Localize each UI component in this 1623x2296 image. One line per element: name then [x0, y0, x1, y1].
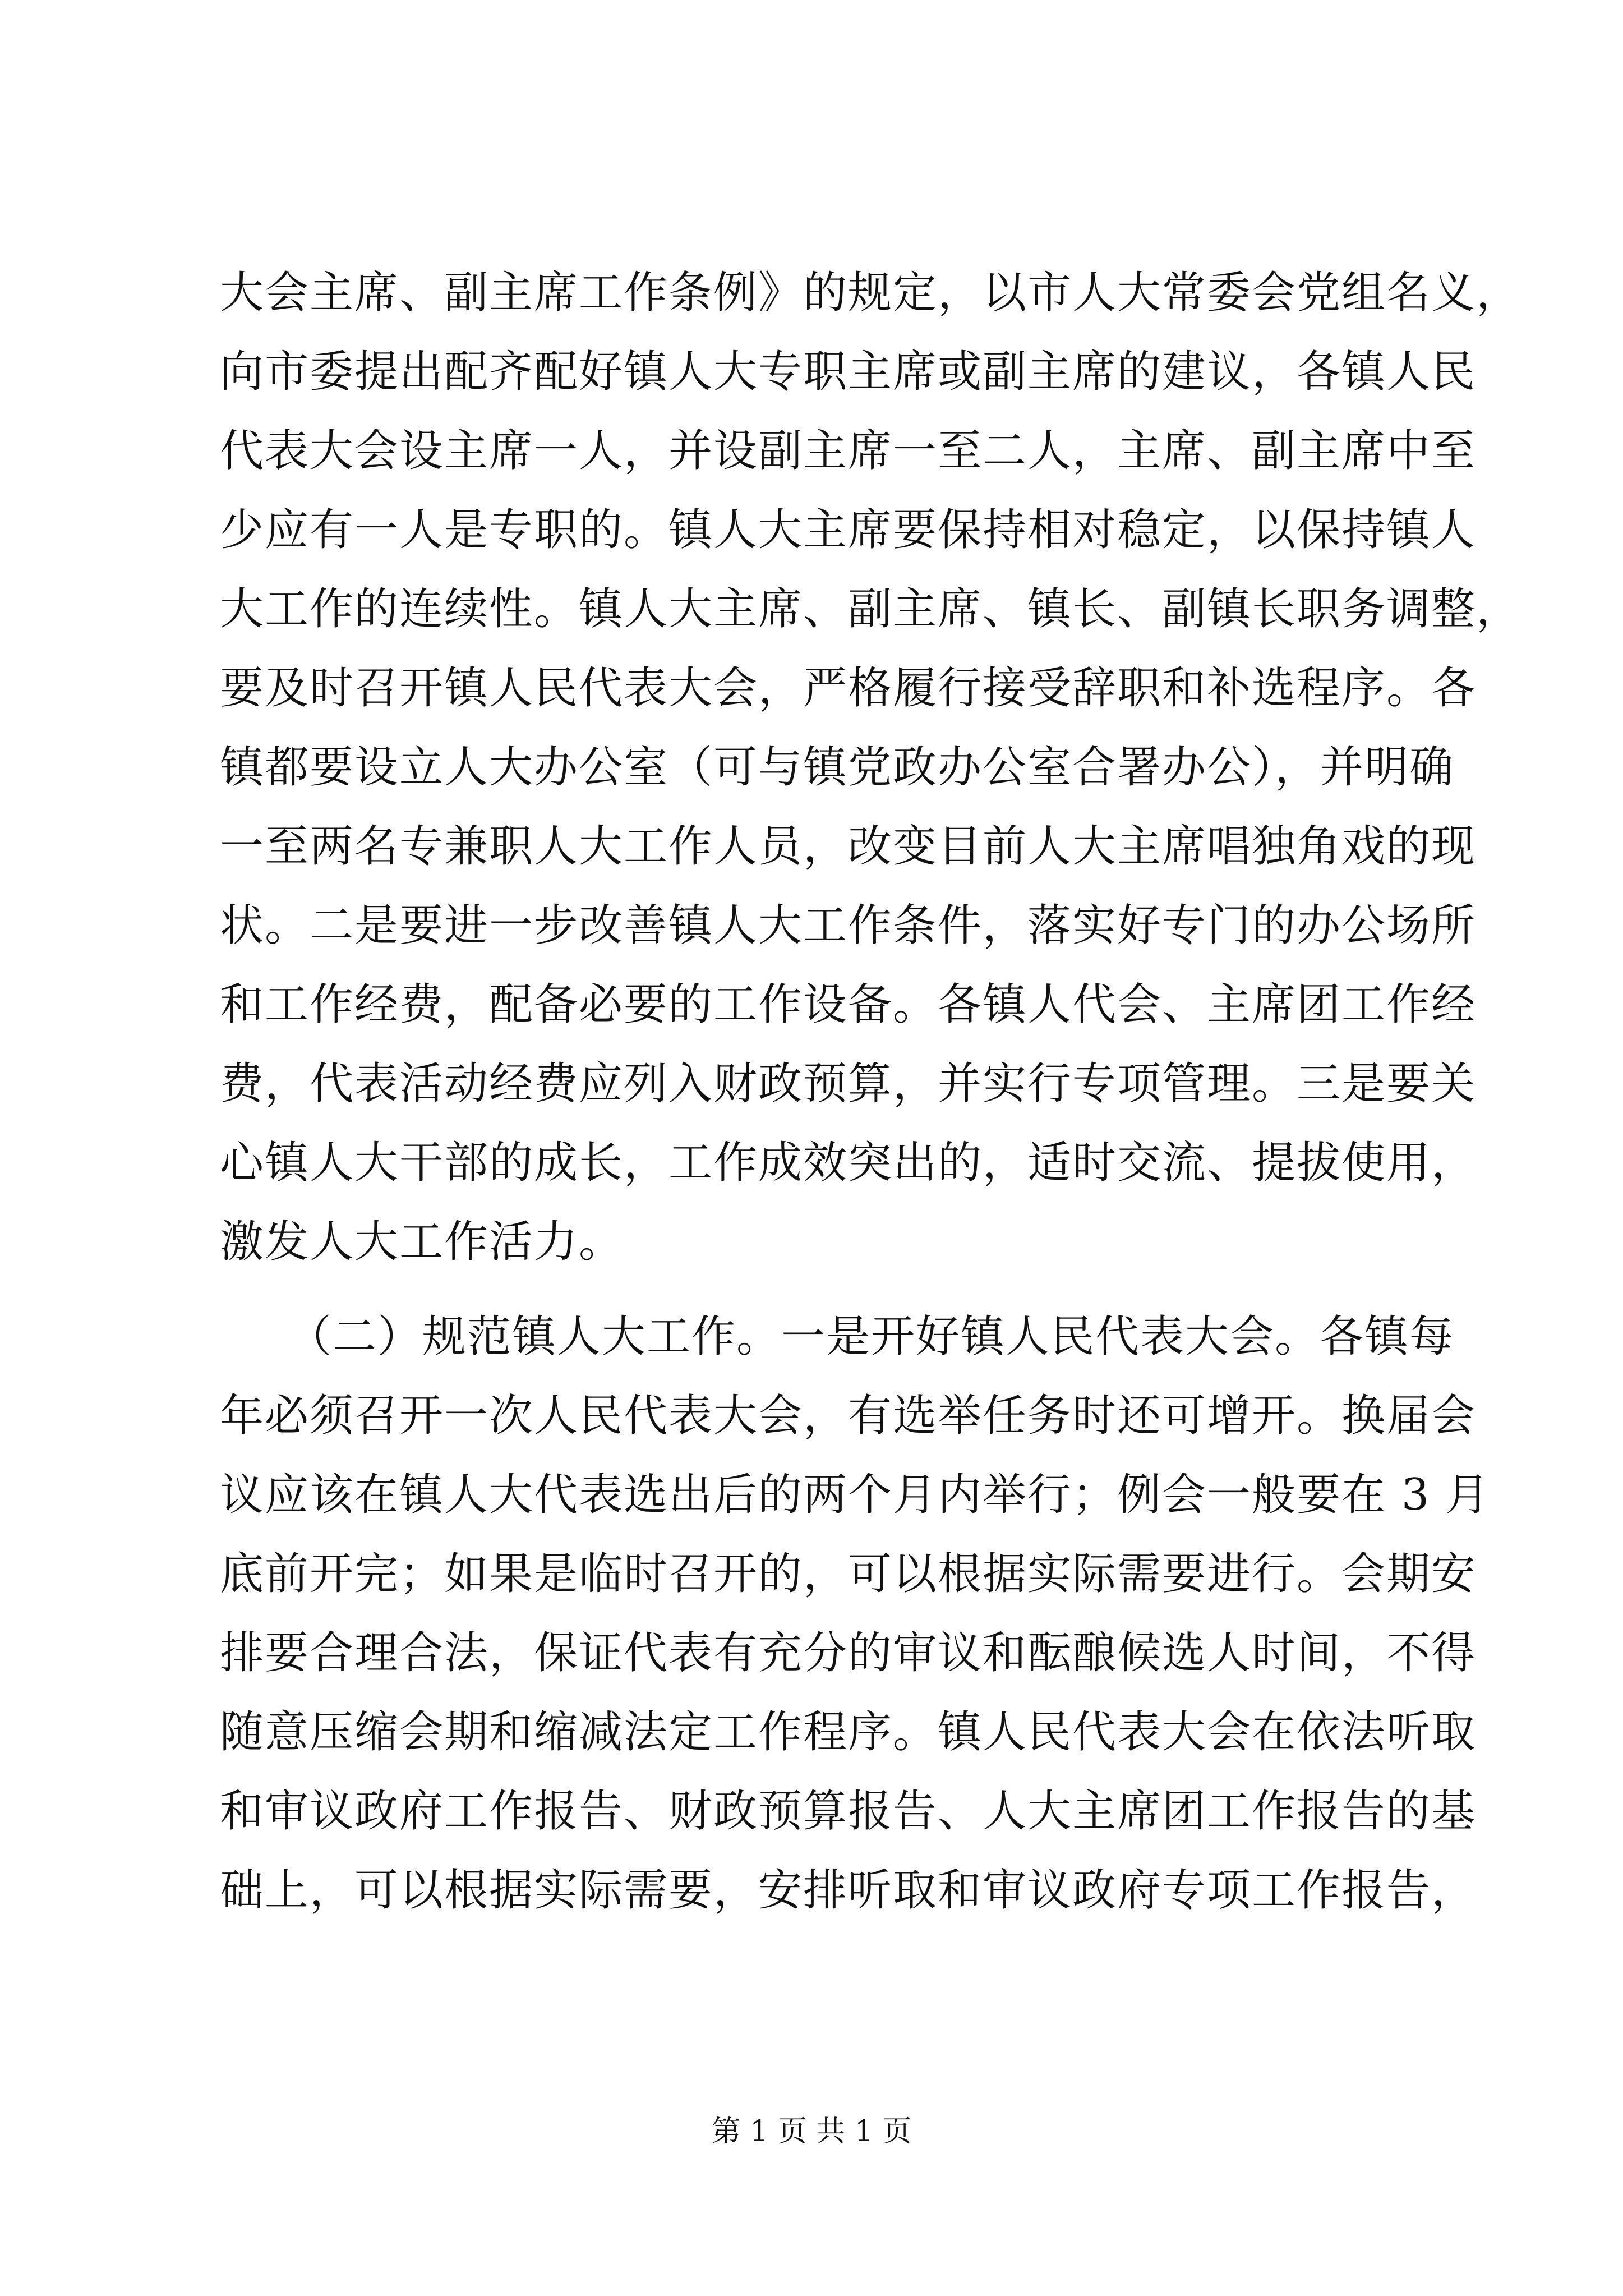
text-line: 议应该在镇人大代表选出后的两个月内举行；例会一般要在 3 月: [220, 1470, 1491, 1520]
text-line: 心镇人大干部的成长，工作成效突出的，适时交流、提拔使用，: [220, 1138, 1477, 1188]
text-line: 费，代表活动经费应列入财政预算，并实行专项管理。三是要关: [220, 1059, 1477, 1109]
text-line: 激发人大工作活力。: [220, 1217, 624, 1267]
paragraph-2: [220, 1297, 1491, 1930]
text-line: 和工作经费，配备必要的工作设备。各镇人代会、主席团工作经: [220, 979, 1477, 1030]
text-line: 随意压缩会期和缩减法定工作程序。镇人民代表大会在依法听取: [220, 1707, 1477, 1757]
text-line: 状。二是要进一步改善镇人大工作条件，落实好专门的办公场所: [220, 900, 1477, 951]
text-line: 年必须召开一次人民代表大会，有选举任务时还可增开。换届会: [220, 1391, 1477, 1441]
text-line: 排要合理合法，保证代表有充分的审议和酝酿候选人时间，不得: [220, 1628, 1477, 1678]
text-line: 代表大会设主席一人，并设副主席一至二人，主席、副主席中至: [220, 426, 1477, 476]
text-line: 向市委提出配齐配好镇人大专职主席或副主席的建议，各镇人民: [220, 347, 1477, 397]
page-footer: 第 1 页 共 1 页: [711, 2115, 912, 2148]
text-line: 大会主席、副主席工作条例》的规定，以市人大常委会党组名义，: [220, 268, 1521, 318]
paragraph-gap: [220, 1282, 1448, 1297]
text-line: 础上，可以根据实际需要，安排听取和审议政府专项工作报告，: [220, 1865, 1477, 1916]
document-body: [220, 254, 1521, 1930]
text-line: 一至两名专兼职人大工作人员，改变目前人大主席唱独角戏的现: [220, 821, 1477, 872]
text-line: （二）规范镇人大工作。一是开好镇人民代表大会。各镇每: [220, 1312, 1455, 1362]
text-line: 少应有一人是专职的。镇人大主席要保持相对稳定，以保持镇人: [220, 505, 1477, 555]
paragraph-1: [220, 254, 1521, 1282]
text-line: 大工作的连续性。镇人大主席、副主席、镇长、副镇长职务调整，: [220, 584, 1521, 634]
text-line: 和审议政府工作报告、财政预算报告、人大主席团工作报告的基: [220, 1786, 1477, 1837]
text-line: 底前开完；如果是临时召开的，可以根据实际需要进行。会期安: [220, 1549, 1477, 1599]
text-line: 要及时召开镇人民代表大会，严格履行接受辞职和补选程序。各: [220, 663, 1477, 714]
text-line: 镇都要设立人大办公室（可与镇党政办公室合署办公），并明确: [220, 742, 1455, 793]
